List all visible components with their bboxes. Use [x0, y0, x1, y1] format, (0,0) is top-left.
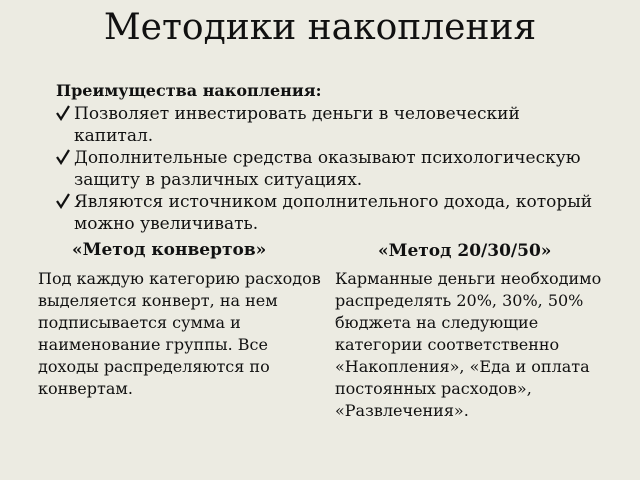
advantage-item	[56, 147, 596, 191]
advantage-text: Являются источником дополнительного дохода, который можно увеличивать.	[74, 192, 593, 234]
advantage-item	[56, 103, 596, 147]
slide-title: Методики накопления	[103, 7, 537, 48]
checkmark-icon	[56, 193, 70, 209]
checkmark-icon	[56, 105, 70, 121]
advantages-heading: Преимущества накопления:	[56, 81, 322, 100]
method-20-30-50-title: «Метод 20/30/50»	[378, 241, 552, 261]
checkmark-icon	[56, 149, 70, 165]
advantage-text: Дополнительные средства оказывают психологическую защиту в различных ситуациях.	[74, 148, 581, 190]
advantages-section	[56, 80, 596, 235]
advantages-list	[56, 103, 596, 235]
method-envelopes-title: «Метод конвертов»	[72, 240, 267, 260]
method-envelopes-text: Под каждую категорию расходов выделяется конверт, на нем подписывается сумма и наименование группы. Все доходы распределяются по конвертам.	[38, 269, 321, 398]
advantage-text: Позволяет инвестировать деньги в человеческий капитал.	[74, 104, 520, 146]
method-20-30-50-text: Карманные деньги необходимо распределять 20%, 30%, 50% бюджета на следующие категории соответственно «Накопления», «Еда и оплата постоянных расходов», «Развлечения».	[335, 269, 602, 420]
advantage-item	[56, 191, 596, 235]
